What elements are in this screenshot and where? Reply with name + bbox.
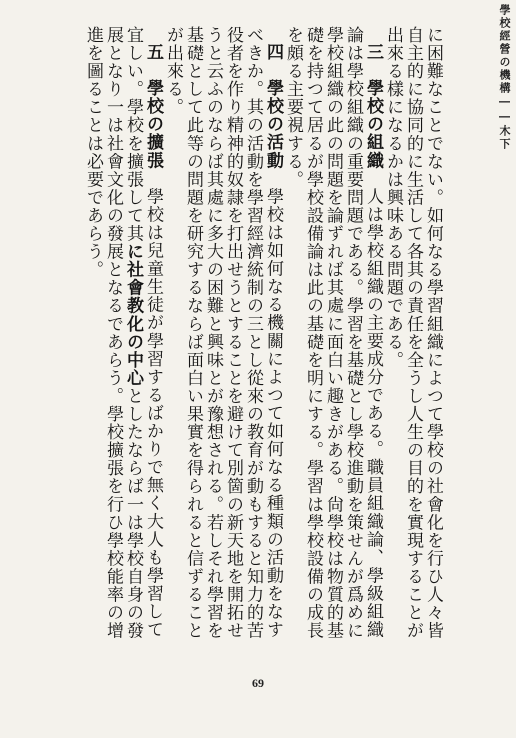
paragraph — [163, 26, 283, 656]
section-heading: 四 學校の活動 — [263, 43, 283, 170]
text-segment: 學校は兒童生徒が學習するばかりで無く大人も學習して宜しい。學校を擴張して其 — [123, 26, 163, 639]
text-segment: 學校は如何なる機關によつて如何なる種類の活動をなすべきか。其の活動を學習經濟統制の三とし從來の教育が動もすると知力的苦役者を作り精神的奴隷を打出せうとすることを避けて別箇の新天地を開拓せうと云ふのならば其處に多大の困難と興味とが豫想される。若しそれ學習を基礎として此等の問題を研究するならば面白い果實を得られると信ずることが出來る。 — [163, 26, 283, 640]
body-text — [78, 26, 443, 656]
paragraph — [383, 26, 443, 656]
text-segment: としたならば一は學校自身の發展となり一は社會文化の發展となるであらう。學校擴張を行ひ學校能率の增進を圖ることは必要であらう。 — [83, 26, 143, 640]
section-heading: 三 學校の組織 — [363, 43, 383, 170]
paragraph — [83, 26, 163, 656]
emphasized-text: に社會教化の中心 — [123, 242, 143, 388]
text-segment: 人は學校組織の主要成分である。職員組織論、學級組織論は學校組織の重要問題である。學習を基礎とし學校進動を策せんが爲めに學校組織の此の問題を論ずれば其處に面白い趣きがある。尙學校は物質的基礎を持つて居るが學校設備論は此の基礎を明にする。學習は學校設備の成長を頗る主要視する。 — [283, 26, 383, 640]
page-number: 69 — [252, 676, 264, 690]
paragraph — [283, 26, 383, 656]
running-head: 學校經營の機構――木下 — [498, 4, 511, 151]
section-heading: 五 學校の擴張 — [143, 43, 163, 170]
text-segment: に困難なことでない。如何なる學習組織によつて學校の社會化を行ひ人々皆自主的に協同的に生活して各其の責任を全うし人生の目的を實現することが出來る樣になるかは興味ある問題である。 — [383, 26, 443, 640]
